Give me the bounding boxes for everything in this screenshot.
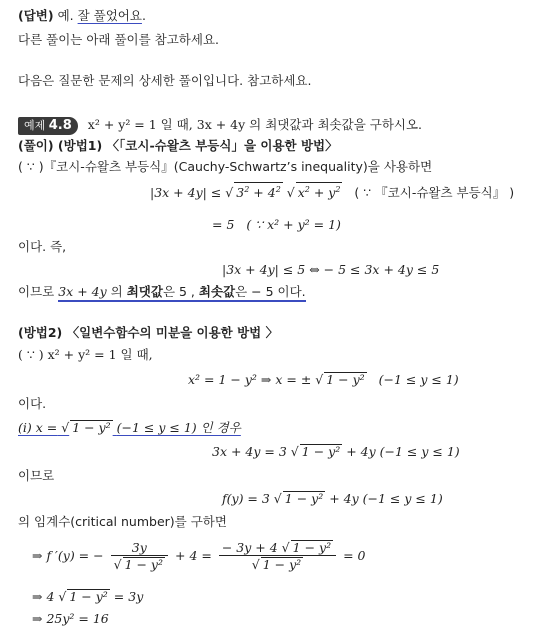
method1-title: (풀이) (방법1) 〈「코시-슈왈츠 부등식」을 이용한 방법〉 [18,138,338,153]
method1-intro: ( ∵ )『코시-슈왈츠 부등식』(Cauchy-Schwartz’s inequality)을 사용하면 [18,159,433,174]
method1-inequality: |3x + 4y| ≤ √ $3^2 + 4^2$ √ $x^2 + y^2$ ( ∵ 『코시-슈왈츠 부등식』 ) [150,182,514,201]
method2-eq2: 3x + 4y = 3 √ 1 − y² + 4y (−1 ≤ y ≤ 1) [212,444,460,459]
method2-title: (방법2) 〈일변수함수의 미분을 이용한 방법 〉 [18,325,279,340]
method2-eq1: x² = 1 − y² ⇒ x = ± √ 1 − y² (−1 ≤ y ≤ 1) [188,372,459,387]
answer-line [18,8,146,24]
method2-critical: 의 임계수(critical number)를 구하면 [18,514,227,529]
answer-label: (답변) [18,8,54,23]
method1-conclusion: 이므로 3x + 4y 의 최댓값은 5 , 최솟값은 − 5 이다. [18,284,306,300]
method2-then1: 이다. [18,396,47,411]
method2-step2: ⇒ 4 √ 1 − y² = 3y [32,589,144,604]
example-problem [18,117,422,135]
method2-case: (i) x = √ 1 − y² (−1 ≤ y ≤ 1) 인 경우 [18,420,241,435]
method1-then: 이다. 즉, [18,239,67,254]
intro-text: 다음은 질문한 문제의 상세한 풀이입니다. 참고하세요. [18,73,312,88]
example-badge: 예제 4.8 [18,117,78,135]
method1-range: |3x + 4y| ≤ 5 ⇔ − 5 ≤ 3x + 4y ≤ 5 [222,262,440,277]
method2-eq3: f(y) = 3 √ 1 − y² + 4y (−1 ≤ y ≤ 1) [222,491,443,506]
method2-then2: 이므로 [18,468,55,483]
method2-given: ( ∵ ) x² + y² = 1 일 때, [18,347,153,362]
method2-step3: ⇒ 25y² = 16 [32,611,109,626]
method2-derivative: ⇒ f ′(y) = − $\frac{3y}{\text{√ 1 − y²}}$ + 4 = $\frac{\text{− 3y + 4 √ 1 − y²}}{\text{√ 1 − y²}}$ = 0 [32,540,366,572]
answer-line-2: 다른 풀이는 아래 풀이를 참고하세요. [18,32,219,47]
method1-equals-five: = 5 ( ∵ x² + y² = 1) [212,217,341,232]
problem-text: x² + y² = 1 일 때, 3x + 4y 의 최댓값과 최솟값을 구하시오. [87,117,423,132]
answer-text: 예. 잘 풀었어요. [57,8,146,23]
